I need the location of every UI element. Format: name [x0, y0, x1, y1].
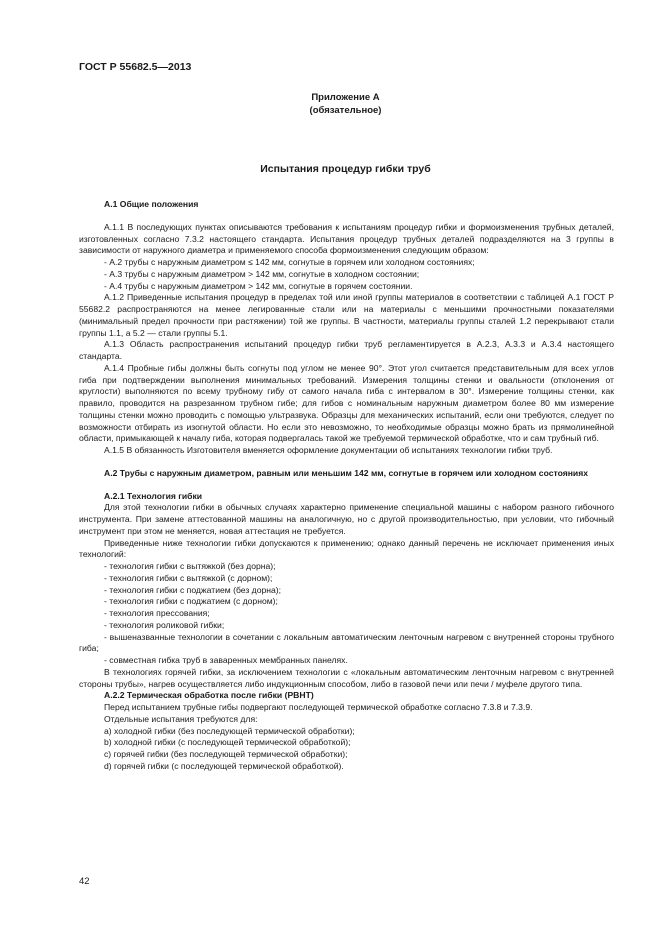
- paragraph: Для этой технологии гибки в обычных случаях характерно применение специальной машины с набором разного гибочного инструмента. При замене аттестованной машины на аналогичную, но с другой производительностью, при условии, что гибочный инструмент при этом не меняется, новая аттестация не требуется.: [79, 502, 614, 536]
- paragraph: А.1.3 Область распространения испытаний процедур гибки труб регламентируется в А.2.3, А.3.3 и А.3.4 настоящего стандарта.: [79, 339, 614, 361]
- paragraph: Приведенные ниже технологии гибки допускаются к применению; однако данный перечень не исключает применения иных технологий:: [79, 537, 614, 560]
- paragraph: - А.4 трубы с наружным диаметром > 142 мм, согнутые в горячем состоянии.: [104, 280, 413, 291]
- paragraph: - технология гибки с вытяжкой (без дорна);: [104, 561, 276, 571]
- paragraph: b) холодной гибки (с последующей термической обработкой);: [104, 737, 351, 748]
- paragraph: А.1.4 Пробные гибы должны быть согнуты под углом не менее 90°. Этот угол считается представительным для всех углов гиба при подтверждении выполнения минимальных требований. Измерения толщины стенки и овальности (отклонения от круглости) выполняются по всему трубному гибу от самого начала гиба с интервалом в 30°. Измерение толщины стенки, как правило, проводится на разрезанном трубном гибе; для гибов с номинальным наружным диаметром более 80 мм измерение толщины стенки можно проводить с помощью ультразвука. Образцы для механических испытаний, если они требуются, следует по возможности отбирать из изогнутой области. Но если это невозможно, то необходимые образцы можно брать из прямолинейной области, примыкающей к началу гиба, которая подвергалась такой же требуемой термической обработке, что и сам трубный гиб.: [79, 362, 614, 444]
- document-body: [79, 199, 614, 773]
- paragraph: - технология гибки с вытяжкой (с дорном);: [104, 572, 273, 583]
- annex-title: Испытания процедур гибки труб: [260, 163, 431, 175]
- section-heading: А.2.1 Технология гибки: [104, 490, 203, 501]
- paragraph: В технологиях горячей гибки, за исключением технологии с «локальным автоматическим ленточным нагревом с внутренней стороны трубы», нагрев осуществляется либо индукционным способом, либо в газовой печи или печи / муфеле другого типа.: [79, 666, 614, 689]
- section-heading: А.2 Трубы с наружным диаметром, равным или меньшим 142 мм, согнутые в горячем или холодном состояниях: [104, 467, 589, 478]
- paragraph: - вышеназванные технологии в сочетании с локальным автоматическим ленточным нагревом с внутренней стороны трубного гиба;: [79, 631, 614, 654]
- paragraph: - технология гибки с поджатием (без дорна);: [104, 584, 282, 595]
- spacer: [79, 211, 614, 222]
- paragraph: - технология гибки с поджатием (с дорном);: [104, 596, 278, 607]
- paragraph: А.1.5 В обязанность Изготовителя вменяется оформление документации об испытаниях технологии гибки труб.: [104, 445, 553, 455]
- paragraph: - технология прессования;: [104, 608, 210, 618]
- paragraph: Отдельные испытания требуются для:: [104, 713, 258, 724]
- section-heading: А.1 Общие положения: [104, 199, 199, 209]
- paragraph: Перед испытанием трубные гибы подвергают последующей термической обработке согласно 7.3.8 и 7.3.9.: [104, 702, 533, 712]
- spacer: [79, 457, 614, 468]
- section-heading: А.2.2 Термическая обработка после гибки (PBHT): [104, 690, 314, 701]
- paragraph: d) горячей гибки (с последующей термической обработкой).: [104, 760, 344, 771]
- annex-status: (обязательное): [309, 105, 382, 116]
- paragraph: - совместная гибка труб в заваренных мембранных панелях.: [104, 655, 348, 665]
- paragraph: a) холодной гибки (без последующей термической обработки);: [104, 725, 355, 736]
- paragraph: - технология роликовой гибки;: [104, 619, 225, 630]
- paragraph: c) горячей гибки (без последующей термической обработки);: [104, 749, 348, 759]
- page-number: 42: [79, 876, 90, 887]
- annex-heading: [0, 91, 661, 117]
- paragraph: А.1.1 В последующих пунктах описываются требования к испытаниям процедур гибки и формоизменения трубных деталей, изготовленных согласно 7.3.2 настоящего стандарта. Испытания процедур трубных деталей подразделяются на 3 группы в зависимости от наружного диаметра и применяемого способа формоизменения следующим образом:: [79, 221, 614, 256]
- paragraph: А.1.2 Приведенные испытания процедур в пределах той или иной группы материалов в соответствии с таблицей А.1 ГОСТ Р 55682.2 распространяются на менее легированные стали или на материалы с меньшими прочностными показателями (минимальный предел прочности при растяжении) той же группы. В частности, материалы группы сталей 1.2 перекрывают стали группы 1.1, а 5.2 — стали группы 5.1.: [79, 292, 614, 338]
- paragraph: - А.3 трубы с наружным диаметром > 142 мм, согнутые в холодном состоянии;: [104, 268, 420, 279]
- document-header: ГОСТ Р 55682.5—2013: [79, 61, 192, 73]
- annex-label: Приложение А: [311, 92, 380, 103]
- paragraph: - А.2 трубы с наружным диаметром ≤ 142 мм, согнутые в горячем или холодном состояниях;: [104, 257, 475, 267]
- spacer: [79, 480, 614, 491]
